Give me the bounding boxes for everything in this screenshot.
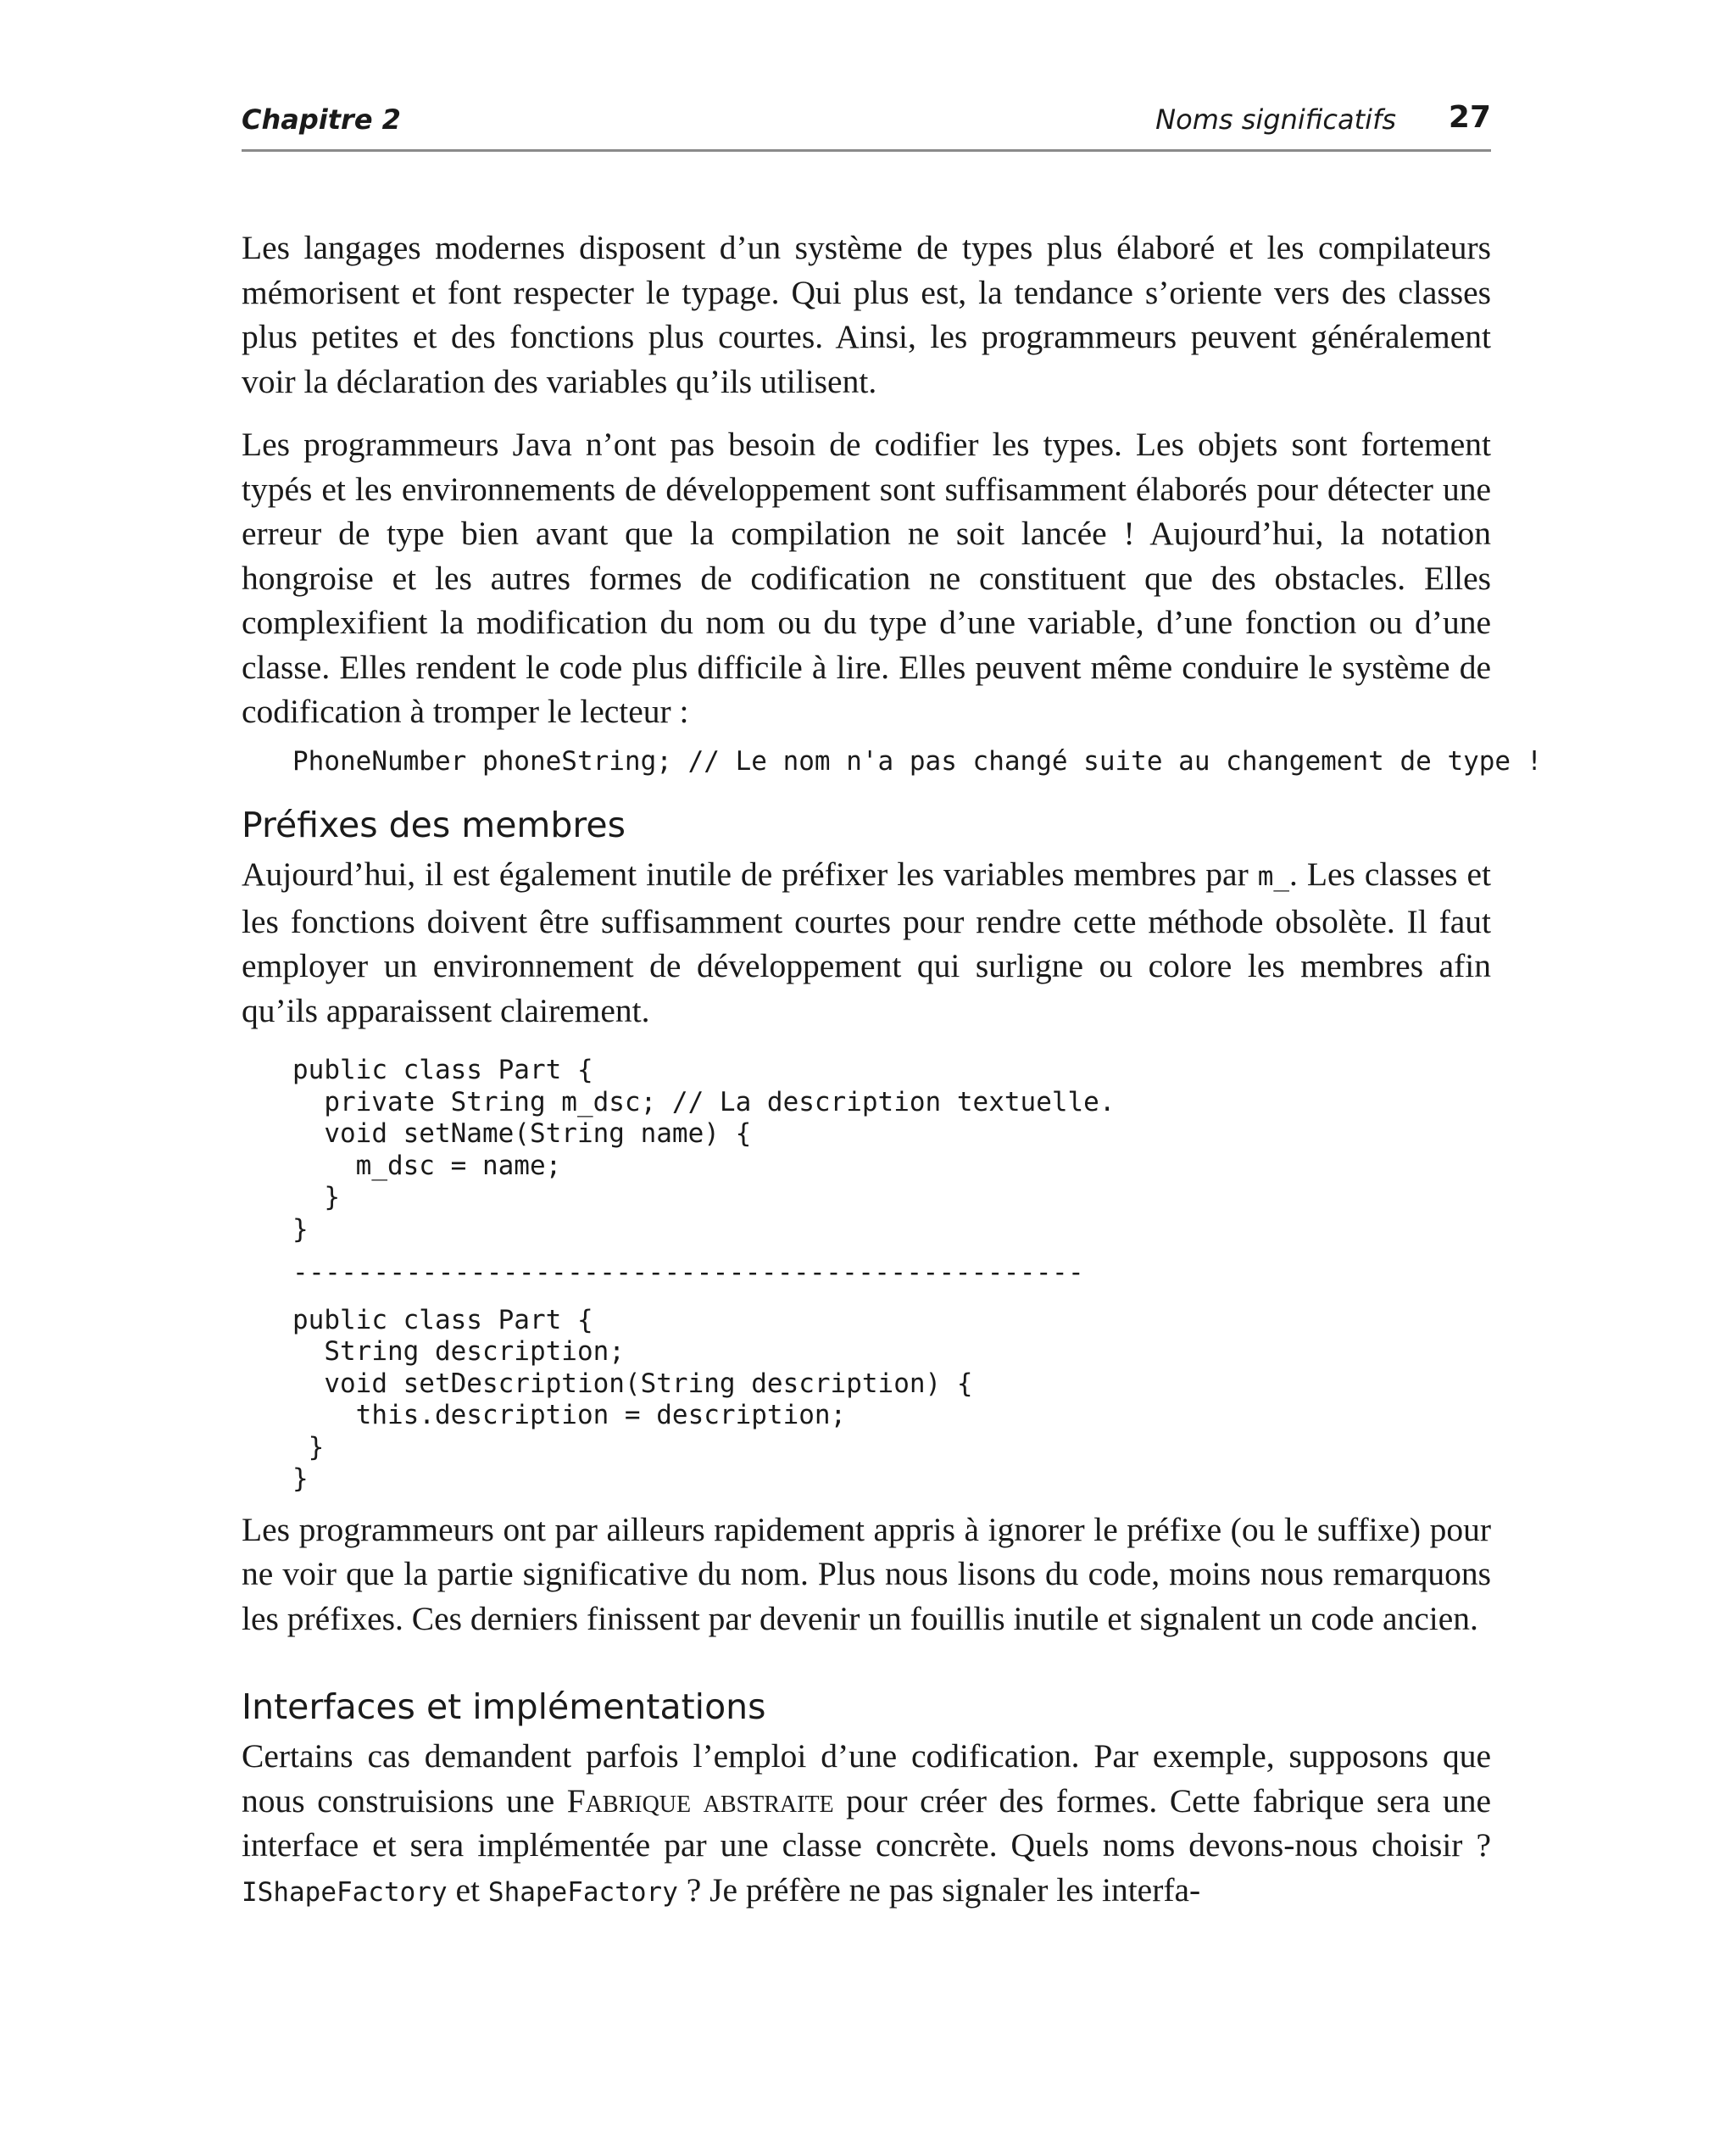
section-title: Noms significatifs bbox=[1155, 103, 1396, 136]
header-rule bbox=[242, 149, 1491, 152]
inline-code-m-prefix: m_ bbox=[1257, 861, 1290, 892]
paragraph-4: Les programmeurs ont par ailleurs rapidement appris à ignorer le préfixe (ou le suffixe) pour ne voir que la partie significative du nom. Plus nous lisons du code, moins nous remarquons les préfixes. Ces derniers finissent par devenir un fouillis inutile et signalent un code ancien. bbox=[242, 1510, 1491, 1637]
paragraph-5 bbox=[242, 1734, 1491, 1914]
heading-interfaces: Interfaces et implémentations bbox=[242, 1686, 766, 1727]
paragraph-5-text-a: Certains cas demandent parfois l’emploi d’une codification. Par exemple, supposons que nous construisions une bbox=[242, 1737, 1491, 1820]
page-number: 27 bbox=[1448, 100, 1491, 135]
paragraph-2: Les programmeurs Java n’ont pas besoin de codifier les types. Les objets sont fortement typés et les environnements de développement sont suffisamment élaborés pour détecter une erreur de type bien avant que la compilation ne soit lancée ! Aujourd’hui, la notation hongroise et les autres formes de codification ne constituent que des obstacles. Elles complexifient la modification du nom ou du type d’une variable, d’une fonction ou d’une classe. Elles rendent le code plus difficile à lire. Elles peuvent même conduire le système de codification à tromper le lecteur : bbox=[242, 426, 1491, 730]
inline-code-shapefactory: ShapeFactory bbox=[487, 1876, 678, 1908]
running-header bbox=[242, 100, 1491, 141]
heading-member-prefixes: Préfixes des membres bbox=[242, 805, 626, 845]
paragraph-5-text-c: ? Je préfère ne pas signaler les interfa- bbox=[677, 1870, 1201, 1909]
inline-code-ishapefactory: IShapeFactory bbox=[242, 1876, 448, 1908]
page-body bbox=[242, 226, 1543, 1914]
paragraph-3 bbox=[242, 852, 1491, 1033]
chapter-label: Chapitre 2 bbox=[242, 103, 401, 136]
paragraph-5-text-and: et bbox=[447, 1870, 488, 1909]
code-snippet-3: public class Part { String description; void setDescription(String description) { this.description = description; } } bbox=[292, 1304, 973, 1494]
smallcaps-abstract-factory: Fabrique abstraite bbox=[566, 1781, 834, 1820]
code-snippet-2: public class Part { private String m_dsc; // La description textuelle. void setName(String name) { m_dsc = name; } } bbox=[292, 1055, 1116, 1245]
code-separator: ------------------------------------------------- bbox=[292, 1257, 1085, 1288]
paragraph-3-text-a: Aujourd’hui, il est également inutile de préfixer les variables membres par bbox=[242, 855, 1258, 893]
code-snippet-1: PhoneNumber phoneString; // Le nom n'a pas changé suite au changement de type ! bbox=[292, 745, 1543, 777]
paragraph-5-text-b: pour créer des formes. Cette fabrique sera une interface et sera implémentée par une classe concrète. Quels noms devons-nous choisir ? bbox=[242, 1781, 1491, 1864]
paragraph-1: Les langages modernes disposent d’un système de types plus élaboré et les compilateurs mémorisent et font respecter le typage. Qui plus est, la tendance s’oriente vers des classes plus petites et des fonctions plus courtes. Ainsi, les programmeurs peuvent généralement voir la déclaration des variables qu’ils utilisent. bbox=[242, 229, 1491, 400]
paragraph-3-text-b: . Les classes et les fonctions doivent être suffisamment courtes pour rendre cette méthode obsolète. Il faut employer un environnement de développement qui surligne ou colore les membres afin qu’ils apparaissent clairement. bbox=[242, 855, 1491, 1029]
